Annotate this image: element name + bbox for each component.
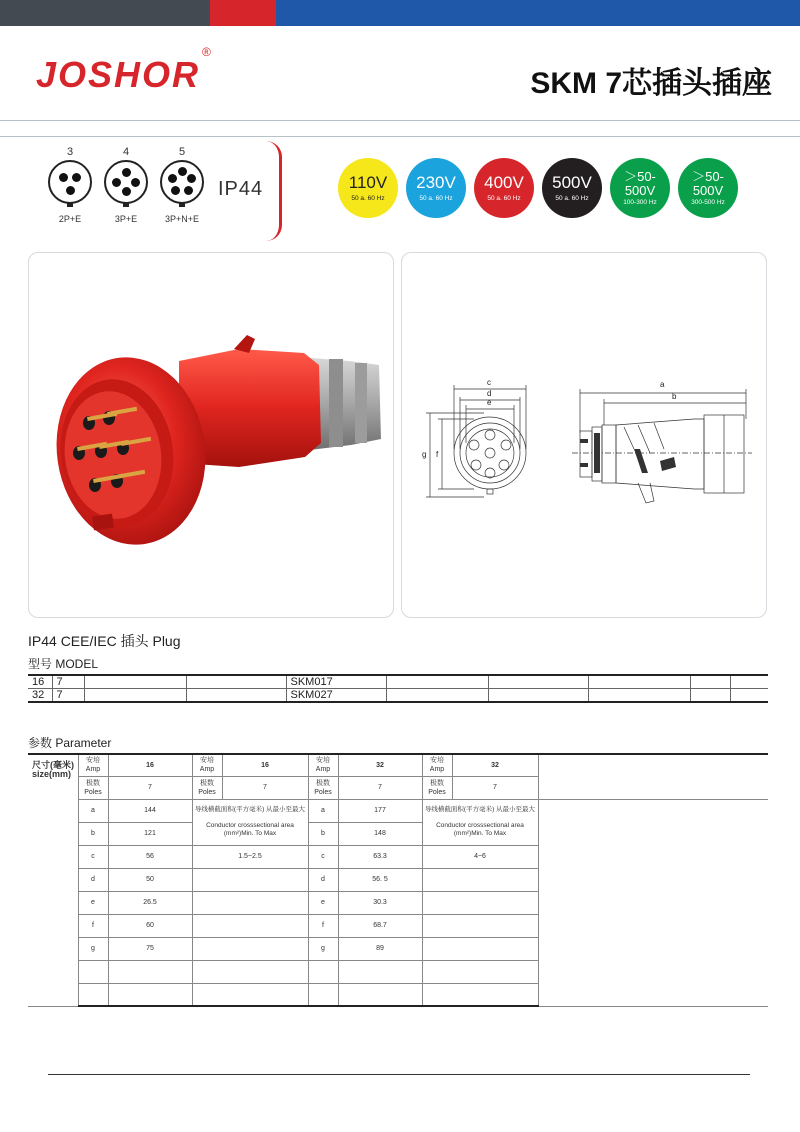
table-row xyxy=(28,754,768,776)
empty-cell xyxy=(108,960,192,983)
socket-3pin-label: 2P+E xyxy=(58,214,82,224)
table-row xyxy=(28,689,768,703)
table-row xyxy=(28,675,768,689)
conductor-area-label-a xyxy=(192,799,308,845)
dim-key: a xyxy=(308,799,338,822)
voltage-frequency: 50 a. 60 Hz xyxy=(351,195,385,202)
empty-cell xyxy=(84,675,186,689)
dim-key: g xyxy=(308,937,338,960)
poles-label: 极数 Poles xyxy=(192,776,222,799)
dim-label-a: a xyxy=(660,380,665,389)
dim-value: 60 xyxy=(108,914,192,937)
dim-key: c xyxy=(308,845,338,868)
empty-cell xyxy=(186,675,286,689)
voltage-value: 230V xyxy=(416,173,456,192)
empty-cell xyxy=(422,983,538,1006)
amp-value-a2: 16 xyxy=(222,754,308,776)
empty-cell xyxy=(730,689,768,703)
dim-key: b xyxy=(308,822,338,845)
amp-value-b2: 32 xyxy=(452,754,538,776)
model-title: 型号 MODEL xyxy=(28,657,99,671)
voltage-value: 400V xyxy=(484,173,524,192)
dim-key: f xyxy=(78,914,108,937)
empty-cell xyxy=(386,689,488,703)
area-cn: 导线横截面积(平方毫米) 从最小至最大 xyxy=(424,806,536,813)
dim-label-f: f xyxy=(436,450,439,459)
header-divider xyxy=(0,120,800,121)
model-code: SKM027 xyxy=(286,689,386,703)
voltage-badge-400v xyxy=(474,158,534,218)
section-title: IP44 CEE/IEC 插头 Plug xyxy=(28,633,181,649)
amp-label: 安培 Amp xyxy=(78,754,108,776)
top-bar-dark xyxy=(0,0,210,26)
amp-value-b: 32 xyxy=(338,754,422,776)
voltage-value: 500V xyxy=(552,173,592,192)
dim-value: 68.7 xyxy=(338,914,422,937)
footer-divider xyxy=(48,1074,750,1075)
empty-cell xyxy=(422,960,538,983)
dim-value: 30.3 xyxy=(338,891,422,914)
parameter-table xyxy=(28,753,768,1007)
voltage-frequency: 50 a. 60 Hz xyxy=(555,195,589,202)
empty-cell xyxy=(308,960,338,983)
conductor-area-value-b: 4~6 xyxy=(422,845,538,868)
dim-key: f xyxy=(308,914,338,937)
dim-label-c: c xyxy=(487,378,491,387)
socket-4pin-number: 4 xyxy=(122,146,130,158)
empty-cell xyxy=(192,983,308,1006)
brand-reg-mark: ® xyxy=(202,45,213,59)
area-cn: 导线横截面积(平方毫米) 从最小至最大 xyxy=(194,806,306,813)
table-row xyxy=(28,799,768,822)
voltage-value: ＞50-500V xyxy=(692,169,724,198)
dim-value: 177 xyxy=(338,799,422,822)
amp-label: 安培 Amp xyxy=(308,754,338,776)
dim-key: a xyxy=(78,799,108,822)
brand-logo xyxy=(36,45,213,96)
voltage-frequency: 300-500 Hz xyxy=(691,199,725,206)
param-title: 参数 Parameter xyxy=(28,736,112,750)
dim-value: 26.5 xyxy=(108,891,192,914)
empty-cell xyxy=(690,689,730,703)
empty-cell xyxy=(338,960,422,983)
red-bracket-divider xyxy=(260,141,282,241)
empty-cell xyxy=(78,983,108,1006)
dim-value: 50 xyxy=(108,868,192,891)
empty-cell xyxy=(422,914,538,937)
socket-3pin-number: 3 xyxy=(66,146,74,158)
dim-label-d: d xyxy=(487,389,492,398)
empty-cell xyxy=(422,868,538,891)
socket-5pin xyxy=(160,146,204,224)
red-plug-illustration-icon xyxy=(29,253,393,617)
empty-cell xyxy=(84,689,186,703)
dim-key: b xyxy=(78,822,108,845)
empty-cell xyxy=(588,675,690,689)
empty-cell xyxy=(488,689,588,703)
brand-logo-text: JOSHOR xyxy=(36,54,201,95)
conductor-area-value-a: 1.5~2.5 xyxy=(192,845,308,868)
model-poles: 7 xyxy=(52,689,84,703)
dim-value: 56. 5 xyxy=(338,868,422,891)
dim-key: e xyxy=(308,891,338,914)
model-amp: 32 xyxy=(28,689,52,703)
poles-value: 7 xyxy=(222,776,308,799)
dim-label-e: e xyxy=(487,398,492,407)
model-amp: 16 xyxy=(28,675,52,689)
dim-label-g: g xyxy=(422,450,427,459)
top-bar-blue xyxy=(276,0,800,26)
socket-5pin-label: 3P+N+E xyxy=(164,214,200,224)
ip-rating: IP44 xyxy=(218,178,264,200)
top-color-bar xyxy=(0,0,800,26)
voltage-frequency: 50 a. 60 Hz xyxy=(487,195,521,202)
model-poles: 7 xyxy=(52,675,84,689)
socket-3pin-face-icon xyxy=(48,160,92,204)
amp-label: 安培 Amp xyxy=(192,754,222,776)
area-en: Conductor crosssectional area (mm²)Min. To Max xyxy=(206,822,294,837)
socket-5pin-number: 5 xyxy=(178,146,186,158)
socket-3pin xyxy=(48,146,92,224)
product-photo-panel xyxy=(28,252,394,618)
conductor-area-label-b xyxy=(422,799,538,845)
empty-cell xyxy=(588,689,690,703)
empty-cell xyxy=(488,675,588,689)
empty-cell xyxy=(192,960,308,983)
dim-value: 148 xyxy=(338,822,422,845)
empty-cell xyxy=(186,689,286,703)
dim-value: 144 xyxy=(108,799,192,822)
socket-4pin xyxy=(104,146,148,224)
empty-cell xyxy=(78,960,108,983)
model-code: SKM017 xyxy=(286,675,386,689)
empty-cell xyxy=(192,914,308,937)
dim-key: d xyxy=(78,868,108,891)
voltage-frequency: 100-300 Hz xyxy=(623,199,657,206)
area-en: Conductor crosssectional area (mm²)Min. To Max xyxy=(436,822,524,837)
dim-value: 121 xyxy=(108,822,192,845)
header-divider-2 xyxy=(0,136,800,137)
voltage-badge-50-500v-a xyxy=(610,158,670,218)
voltage-value: ＞50-500V xyxy=(624,169,656,198)
voltage-frequency: 50 a. 60 Hz xyxy=(419,195,453,202)
voltage-badge-500v xyxy=(542,158,602,218)
dim-key: d xyxy=(308,868,338,891)
poles-label: 极数 Poles xyxy=(78,776,108,799)
empty-cell xyxy=(386,675,488,689)
dim-label-b: b xyxy=(672,392,677,401)
empty-cell xyxy=(690,675,730,689)
page-title: SKM 7芯插头插座 xyxy=(530,67,772,100)
dim-value: 63.3 xyxy=(338,845,422,868)
voltage-badge-110v xyxy=(338,158,398,218)
poles-label: 极数 Poles xyxy=(308,776,338,799)
dim-value: 89 xyxy=(338,937,422,960)
voltage-badge-50-500v-b xyxy=(678,158,738,218)
poles-label: 极数 Poles xyxy=(422,776,452,799)
socket-4pin-label: 3P+E xyxy=(114,214,138,224)
empty-cell xyxy=(308,983,338,1006)
size-label: 尺寸(毫米) size(mm) xyxy=(28,754,78,1006)
poles-value: 7 xyxy=(108,776,192,799)
empty-cell xyxy=(192,891,308,914)
dim-value: 75 xyxy=(108,937,192,960)
empty-cell xyxy=(422,937,538,960)
socket-4pin-face-icon xyxy=(104,160,148,204)
model-table xyxy=(28,674,768,703)
empty-cell xyxy=(338,983,422,1006)
empty-cell xyxy=(422,891,538,914)
voltage-badge-230v xyxy=(406,158,466,218)
top-bar-red xyxy=(210,0,276,26)
empty-cell xyxy=(730,675,768,689)
poles-value: 7 xyxy=(338,776,422,799)
amp-value-a: 16 xyxy=(108,754,192,776)
empty-cell xyxy=(192,937,308,960)
amp-label: 安培 Amp xyxy=(422,754,452,776)
technical-drawing-panel xyxy=(401,252,767,618)
empty-cell xyxy=(538,799,768,1006)
dim-key: e xyxy=(78,891,108,914)
empty-cell xyxy=(192,868,308,891)
dim-value: 56 xyxy=(108,845,192,868)
dimension-drawing-icon xyxy=(402,253,766,617)
dim-key: c xyxy=(78,845,108,868)
voltage-value: 110V xyxy=(348,173,388,192)
dim-key: g xyxy=(78,937,108,960)
empty-cell xyxy=(538,754,768,799)
poles-value: 7 xyxy=(452,776,538,799)
socket-5pin-face-icon xyxy=(160,160,204,204)
empty-cell xyxy=(108,983,192,1006)
